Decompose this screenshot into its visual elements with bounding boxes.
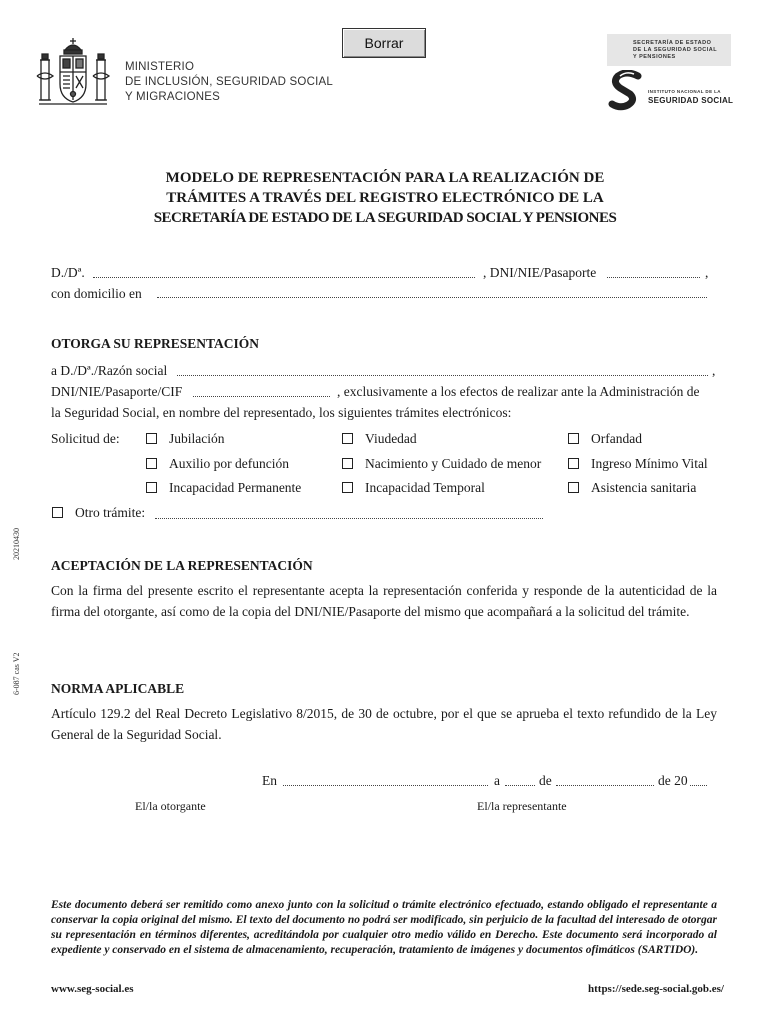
ministry-line-3: Y MIGRACIONES xyxy=(125,91,221,103)
ministry-line-2: DE INCLUSIÓN, SEGURIDAD SOCIAL xyxy=(125,76,333,88)
secretariat-line-1: SECRETARÍA DE ESTADO xyxy=(633,40,712,46)
legal-notice: Este documento deberá ser remitido como anexo junto con la solicitud o trámite electrónico efectuado, estando obligado el representante a conservar la copia original del mismo. El texto del documento no podrá ser modificado, sin perjuicio de la facultad del interesado de otorgar su representación en términos diferentes, acreditándola por cualquier otro medio válido en Derecho. Este documento será incorporado al expediente y conservado en el sistema de almacenamiento, recuperación, tratamiento de imágenes y documentos ofimáticos (SARTIDO). xyxy=(51,899,717,956)
request-label: Solicitud de: xyxy=(51,431,120,446)
secretariat-line-2: DE LA SEGURIDAD SOCIAL xyxy=(633,47,718,53)
footer-website-link[interactable]: www.seg-social.es xyxy=(51,983,134,995)
grantor-id-field[interactable] xyxy=(607,277,700,278)
title-line-1: MODELO DE REPRESENTACIÓN PARA LA REALIZACIÓN DE xyxy=(165,170,605,186)
option-label-nacimiento: Nacimiento y Cuidado de menor xyxy=(365,456,542,471)
footer-sede-link[interactable]: https://sede.seg-social.gob.es/ xyxy=(588,983,724,995)
grantor-signature-label: El/la otorgante xyxy=(135,799,206,813)
document-title xyxy=(100,168,670,228)
option-checkbox-incapacidad-permanente[interactable] xyxy=(146,482,157,493)
option-checkbox-jubilacion[interactable] xyxy=(146,433,157,444)
option-label-jubilacion: Jubilación xyxy=(169,431,225,446)
option-label-asistencia: Asistencia sanitaria xyxy=(591,480,697,495)
sign-month-label: de xyxy=(539,773,552,788)
representative-name-label: a D./Dª./Razón social xyxy=(51,363,168,378)
title-line-2: TRÁMITES A TRAVÉS DEL REGISTRO ELECTRÓNICO DE LA xyxy=(166,190,604,206)
representative-signature-label: El/la representante xyxy=(477,799,567,813)
law-heading: NORMA APLICABLE xyxy=(51,681,185,696)
ministry-line-1: MINISTERIO xyxy=(125,61,195,73)
grantor-address-field[interactable] xyxy=(157,297,707,298)
grant-line-2: la Seguridad Social, en nombre del representado, los siguientes trámites electrónicos: xyxy=(51,405,512,420)
grantor-name-label: D./Dª. xyxy=(51,265,85,280)
representative-name-comma: , xyxy=(712,363,716,378)
sign-year-field[interactable] xyxy=(690,785,707,786)
secretariat-line-3: Y PENSIONES xyxy=(633,54,676,60)
social-security-logo-icon xyxy=(608,70,644,112)
grantor-address-label: con domicilio en xyxy=(51,286,142,301)
grantor-id-label: , DNI/NIE/Pasaporte xyxy=(483,265,597,280)
law-text: Artículo 129.2 del Real Decreto Legislativo 8/2015, de 30 de octubre, por el que se aprueba el texto refundido de la Ley General de la Seguridad Social. xyxy=(51,706,717,742)
form-date-code: 20210430 xyxy=(12,528,21,560)
sign-year-label: de 20 xyxy=(658,773,688,788)
option-label-auxilio: Auxilio por defunción xyxy=(169,456,289,471)
option-label-incapacidad-permanente: Incapacidad Permanente xyxy=(169,480,302,495)
option-checkbox-incapacidad-temporal[interactable] xyxy=(342,482,353,493)
option-checkbox-viudedad[interactable] xyxy=(342,433,353,444)
option-checkbox-imv[interactable] xyxy=(568,458,579,469)
option-label-imv: Ingreso Mínimo Vital xyxy=(591,456,708,471)
sign-place-field[interactable] xyxy=(283,785,488,786)
representative-id-label: DNI/NIE/Pasaporte/CIF xyxy=(51,384,183,399)
coat-of-arms xyxy=(35,36,111,110)
secretariat-box xyxy=(607,34,731,66)
ss-logo-subtitle: INSTITUTO NACIONAL DE LA xyxy=(648,89,721,94)
form-code: 6-087 cas V2 xyxy=(12,652,21,695)
option-checkbox-orfandad[interactable] xyxy=(568,433,579,444)
sign-place-label: En xyxy=(262,773,277,788)
grantor-id-comma: , xyxy=(705,265,709,280)
representative-name-field[interactable] xyxy=(177,375,708,376)
grant-line-1-tail: , exclusivamente a los efectos de realizar ante la Administración de xyxy=(337,384,700,399)
other-procedure-label: Otro trámite: xyxy=(75,505,146,520)
other-procedure-checkbox[interactable] xyxy=(52,507,63,518)
representative-id-field[interactable] xyxy=(193,396,330,397)
acceptance-heading: ACEPTACIÓN DE LA REPRESENTACIÓN xyxy=(51,558,313,573)
other-procedure-field[interactable] xyxy=(155,518,543,519)
option-checkbox-nacimiento[interactable] xyxy=(342,458,353,469)
grant-heading: OTORGA SU REPRESENTACIÓN xyxy=(51,336,260,351)
grantor-name-field[interactable] xyxy=(93,277,475,278)
option-label-incapacidad-temporal: Incapacidad Temporal xyxy=(365,480,485,495)
title-line-3: SECRETARÍA DE ESTADO DE LA SEGURIDAD SOCIAL Y PENSIONES xyxy=(153,210,617,226)
clear-button[interactable]: Borrar xyxy=(342,28,426,58)
option-checkbox-auxilio[interactable] xyxy=(146,458,157,469)
sign-day-label: a xyxy=(494,773,500,788)
acceptance-text: Con la firma del presente escrito el representante acepta la representación conferida y responde de la autenticidad de la firma del otorgante, así como de la copia del DNI/NIE/Pasaporte del mismo que acompañará a la solicitud del trámite. xyxy=(51,583,717,619)
option-label-viudedad: Viudedad xyxy=(365,431,417,446)
option-label-orfandad: Orfandad xyxy=(591,431,642,446)
ss-logo-title: SEGURIDAD SOCIAL xyxy=(648,96,734,105)
sign-day-field[interactable] xyxy=(505,785,535,786)
option-checkbox-asistencia[interactable] xyxy=(568,482,579,493)
ministry-name xyxy=(125,60,333,105)
sign-month-field[interactable] xyxy=(556,785,654,786)
